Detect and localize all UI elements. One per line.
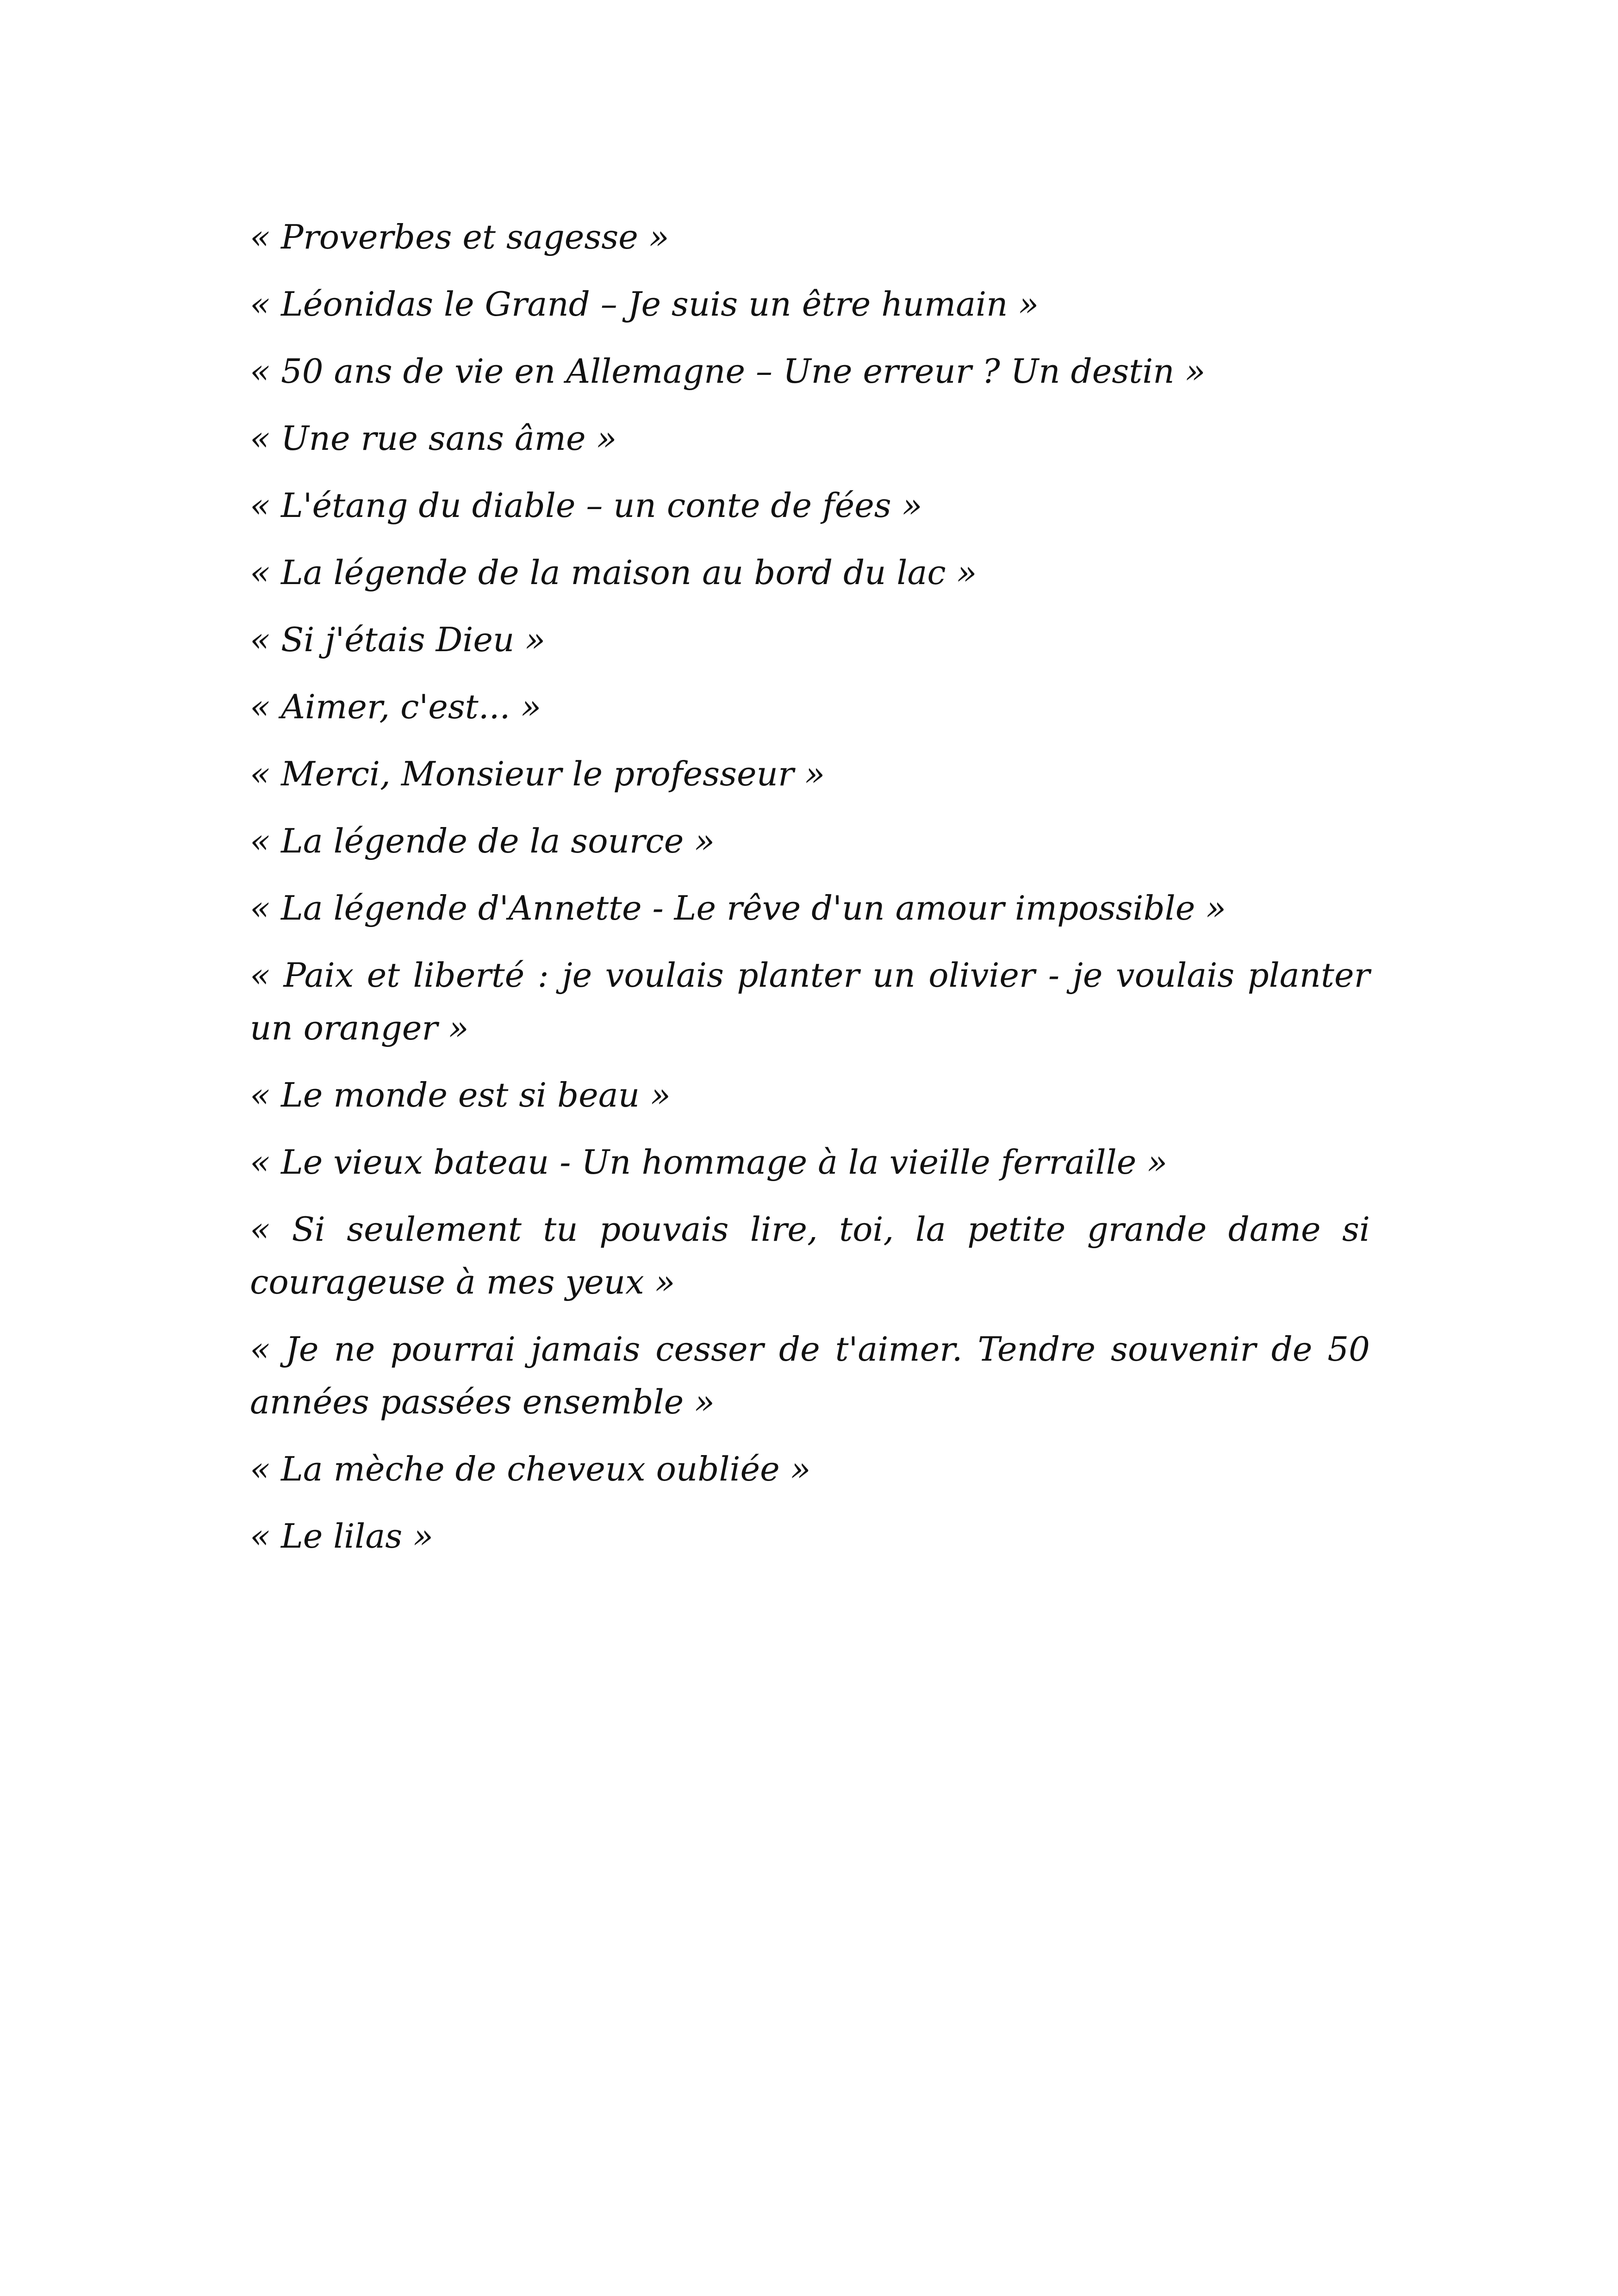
- list-item: « Paix et liberté : je voulais planter un olivier - je voulais planter un oranger »: [250, 956, 1370, 1047]
- list-item: « Aimer, c'est... »: [250, 687, 541, 726]
- list-item: « Si seulement tu pouvais lire, toi, la petite grande dame si courageuse à mes yeux »: [250, 1210, 1370, 1301]
- title-list: [250, 211, 1370, 1577]
- list-item: « Le monde est si beau »: [250, 1076, 671, 1114]
- list-item: « Une rue sans âme »: [250, 419, 617, 458]
- list-item: « La mèche de cheveux oubliée »: [250, 1450, 811, 1488]
- list-item: « Merci, Monsieur le professeur »: [250, 754, 825, 793]
- list-item: « Léonidas le Grand – Je suis un être humain »: [250, 285, 1039, 324]
- list-item: « Proverbes et sagesse »: [250, 218, 669, 256]
- list-item: « La légende de la maison au bord du lac »: [250, 553, 977, 592]
- list-item: « Le lilas »: [250, 1517, 434, 1556]
- list-item: « La légende de la source »: [250, 821, 715, 860]
- list-item: « Le vieux bateau - Un hommage à la vieille ferraille »: [250, 1143, 1168, 1182]
- list-item: « La légende d'Annette - Le rêve d'un amour impossible »: [250, 889, 1226, 927]
- list-item: « Je ne pourrai jamais cesser de t'aimer. Tendre souvenir de 50 années passées ensemble »: [250, 1330, 1370, 1421]
- list-item: « Si j'étais Dieu »: [250, 620, 546, 659]
- list-item: « L'étang du diable – un conte de fées »: [250, 486, 922, 525]
- list-item: « 50 ans de vie en Allemagne – Une erreur ? Un destin »: [250, 352, 1206, 391]
